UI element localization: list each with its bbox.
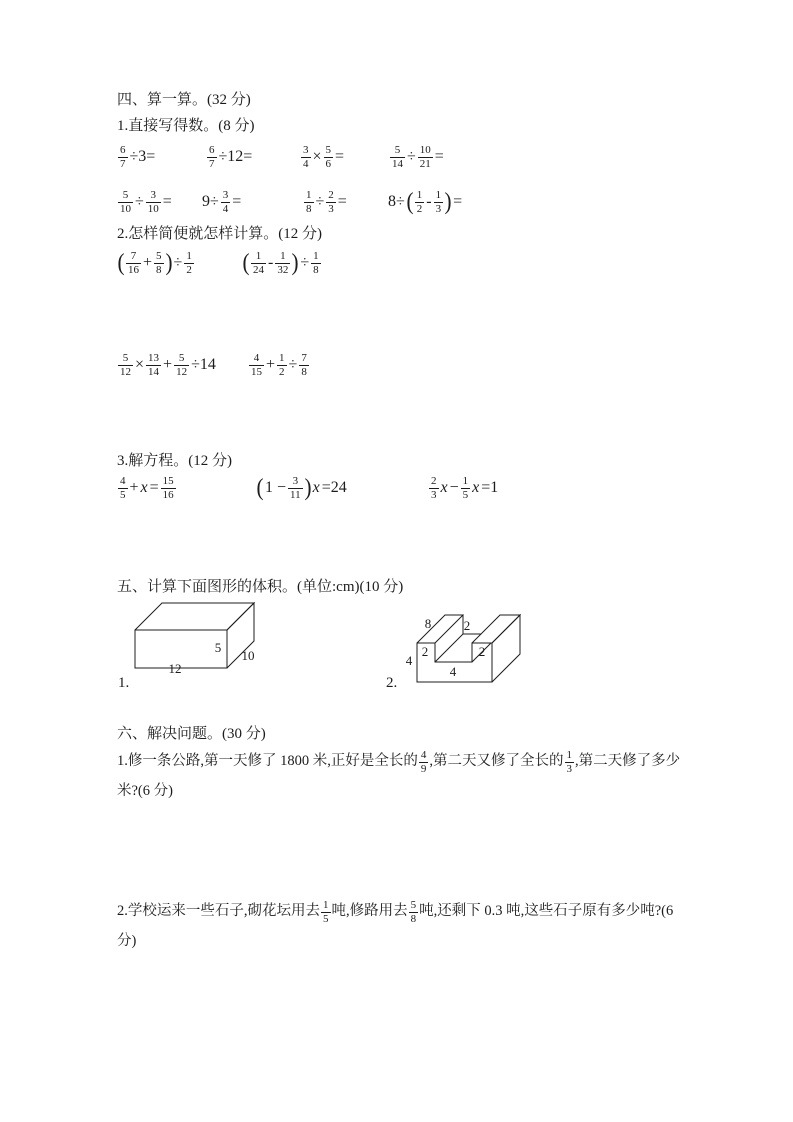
- u-prism-right-top-label: 2: [478, 644, 486, 659]
- math-text: =: [453, 193, 463, 210]
- fraction: $\frac{3}{4}$: [303, 143, 309, 170]
- parenthesis: (: [256, 475, 264, 501]
- math-text: ÷: [288, 356, 298, 373]
- fraction: $\frac{6}{7}$: [120, 143, 126, 170]
- direct-expr-r2c3: [303, 187, 348, 217]
- word-problem-2: [117, 896, 689, 956]
- math-text: =: [337, 193, 347, 210]
- math-text: ÷: [135, 193, 144, 210]
- math-text: 2.学校运来一些石子,砌花坛用去: [117, 903, 320, 919]
- math-text: ÷3=: [129, 148, 156, 165]
- math-text: ×: [312, 148, 322, 165]
- fraction: $\frac{4}{15}$: [251, 351, 262, 378]
- math-text: ÷12=: [218, 148, 253, 165]
- fraction: $\frac{1}{2}$: [279, 351, 285, 378]
- cuboid-length-label: 12: [168, 661, 182, 676]
- figure1-number: 1.: [118, 675, 130, 691]
- fraction: $\frac{7}{16}$: [128, 249, 139, 276]
- parenthesis: (: [406, 189, 414, 215]
- equation-2: [256, 473, 348, 503]
- fraction: $\frac{2}{3}$: [328, 188, 334, 215]
- parenthesis: ): [444, 189, 452, 215]
- math-text: -: [426, 193, 432, 210]
- u-prism-left-top-label: 2: [421, 644, 429, 659]
- equation-1: [117, 473, 177, 503]
- fraction: $\frac{5}{8}$: [156, 249, 162, 276]
- fraction: $\frac{15}{16}$: [162, 474, 174, 501]
- fraction: $\frac{7}{8}$: [301, 351, 307, 378]
- math-text: ,第二天修了多少米?(6 分): [117, 753, 681, 799]
- fraction: $\frac{5}{12}$: [120, 351, 131, 378]
- cuboid-height-label: 5: [214, 640, 222, 655]
- u-prism-right-face: [492, 615, 520, 682]
- cuboid-top-face: [135, 603, 254, 630]
- math-text: 吨,修路用去: [331, 903, 408, 919]
- math-text: ÷14: [191, 356, 216, 373]
- equations-title: 3.解方程。(12 分): [117, 453, 232, 469]
- direct-expr-r2c4: [387, 187, 463, 217]
- section5-title: 五、计算下面图形的体积。(单位:cm)(10 分): [117, 579, 404, 595]
- direct-expr-r1c1: [117, 142, 156, 172]
- math-text: 1 −: [265, 479, 287, 496]
- math-text: =1: [481, 479, 499, 496]
- parenthesis: ): [304, 475, 312, 501]
- word-problem-1: [117, 746, 689, 806]
- u-prism-height-label: 4: [405, 653, 413, 668]
- math-text: =: [149, 479, 159, 496]
- math-text: +: [129, 479, 139, 496]
- fraction: $\frac{5}{6}$: [325, 143, 332, 170]
- simplify-expr-r1c1: [117, 248, 195, 278]
- u-prism-depth-label: 8: [424, 616, 432, 631]
- u-prism-notch-depth-label: 2: [463, 618, 471, 633]
- fraction: $\frac{4}{5}$: [120, 474, 126, 501]
- figure2-number: 2.: [386, 675, 398, 691]
- math-text: ,第二天又修了全长的: [429, 753, 564, 769]
- fraction: $\frac{5}{8}$: [410, 899, 417, 925]
- fraction: $\frac{5}{12}$: [176, 351, 188, 378]
- fraction: $\frac{6}{7}$: [209, 143, 215, 170]
- fraction: $\frac{1}{8}$: [313, 249, 319, 276]
- fraction: $\frac{1}{3}$: [566, 749, 572, 775]
- math-text: 8÷: [388, 193, 405, 210]
- fraction: $\frac{1}{3}$: [435, 188, 442, 215]
- fraction: $\frac{1}{5}$: [462, 474, 469, 501]
- parenthesis: ): [165, 250, 173, 276]
- direct-expr-r1c2: [206, 142, 253, 172]
- math-text: ÷: [315, 193, 325, 210]
- section6-title: 六、解决问题。(30 分): [117, 726, 266, 742]
- math-text: ÷: [407, 148, 416, 165]
- math-text: 9÷: [202, 193, 219, 210]
- math-text: 1.修一条公路,第一天修了 1800 米,正好是全长的: [117, 753, 418, 769]
- direct-expr-r2c2: [201, 187, 242, 217]
- parenthesis: (: [242, 250, 250, 276]
- fraction: $\frac{1}{32}$: [277, 249, 289, 276]
- equation-3: [428, 473, 499, 503]
- fraction: $\frac{1}{2}$: [186, 249, 192, 276]
- variable: x: [312, 479, 320, 496]
- variable: x: [472, 479, 480, 496]
- math-text: =: [335, 148, 345, 165]
- math-text: =24: [321, 479, 347, 496]
- fraction: $\frac{1}{5}$: [323, 899, 329, 925]
- math-text: 吨,还剩下 0.3 吨,这些石子原有多少吨?(6 分): [117, 903, 674, 949]
- simplify-title: 2.怎样简便就怎样计算。(12 分): [117, 226, 322, 242]
- fraction: $\frac{5}{14}$: [392, 143, 403, 170]
- fraction: $\frac{1}{24}$: [253, 249, 264, 276]
- fraction: $\frac{10}{21}$: [419, 143, 431, 170]
- simplify-expr-r2c2: [248, 350, 310, 380]
- simplify-expr-r2c1: [117, 350, 217, 380]
- cuboid-figure: [118, 594, 258, 679]
- fraction: $\frac{1}{8}$: [306, 188, 312, 215]
- parenthesis: ): [291, 250, 299, 276]
- fraction: $\frac{13}{14}$: [148, 351, 160, 378]
- math-text: −: [449, 479, 459, 496]
- fraction: $\frac{3}{11}$: [290, 474, 301, 501]
- direct-expr-r1c3: [300, 142, 345, 172]
- math-text: ÷: [300, 254, 310, 271]
- variable: x: [440, 479, 448, 496]
- math-text: +: [266, 356, 276, 373]
- math-text: =: [232, 193, 242, 210]
- fraction: $\frac{2}{3}$: [431, 474, 437, 501]
- fraction: $\frac{3}{4}$: [222, 188, 229, 215]
- math-text: =: [434, 148, 444, 165]
- section4-title: 四、算一算。(32 分): [117, 92, 251, 108]
- math-text: =: [162, 193, 172, 210]
- math-text: ×: [135, 356, 145, 373]
- u-prism-figure: [395, 598, 535, 688]
- math-text: -: [268, 254, 274, 271]
- variable: x: [140, 479, 148, 496]
- fraction: $\frac{5}{10}$: [120, 188, 131, 215]
- direct-expr-r2c1: [117, 187, 173, 217]
- parenthesis: (: [117, 250, 125, 276]
- direct-calc-title: 1.直接写得数。(8 分): [117, 118, 255, 134]
- cuboid-depth-label: 10: [241, 648, 255, 663]
- math-text: +: [163, 356, 173, 373]
- direct-expr-r1c4: [389, 142, 445, 172]
- fraction: $\frac{4}{9}$: [420, 749, 427, 775]
- fraction: $\frac{3}{10}$: [147, 188, 159, 215]
- math-text: +: [143, 254, 153, 271]
- u-prism-notch-width-label: 4: [449, 664, 457, 679]
- math-text: ÷: [173, 254, 183, 271]
- simplify-expr-r1c2: [242, 248, 322, 278]
- fraction: $\frac{1}{2}$: [416, 188, 423, 215]
